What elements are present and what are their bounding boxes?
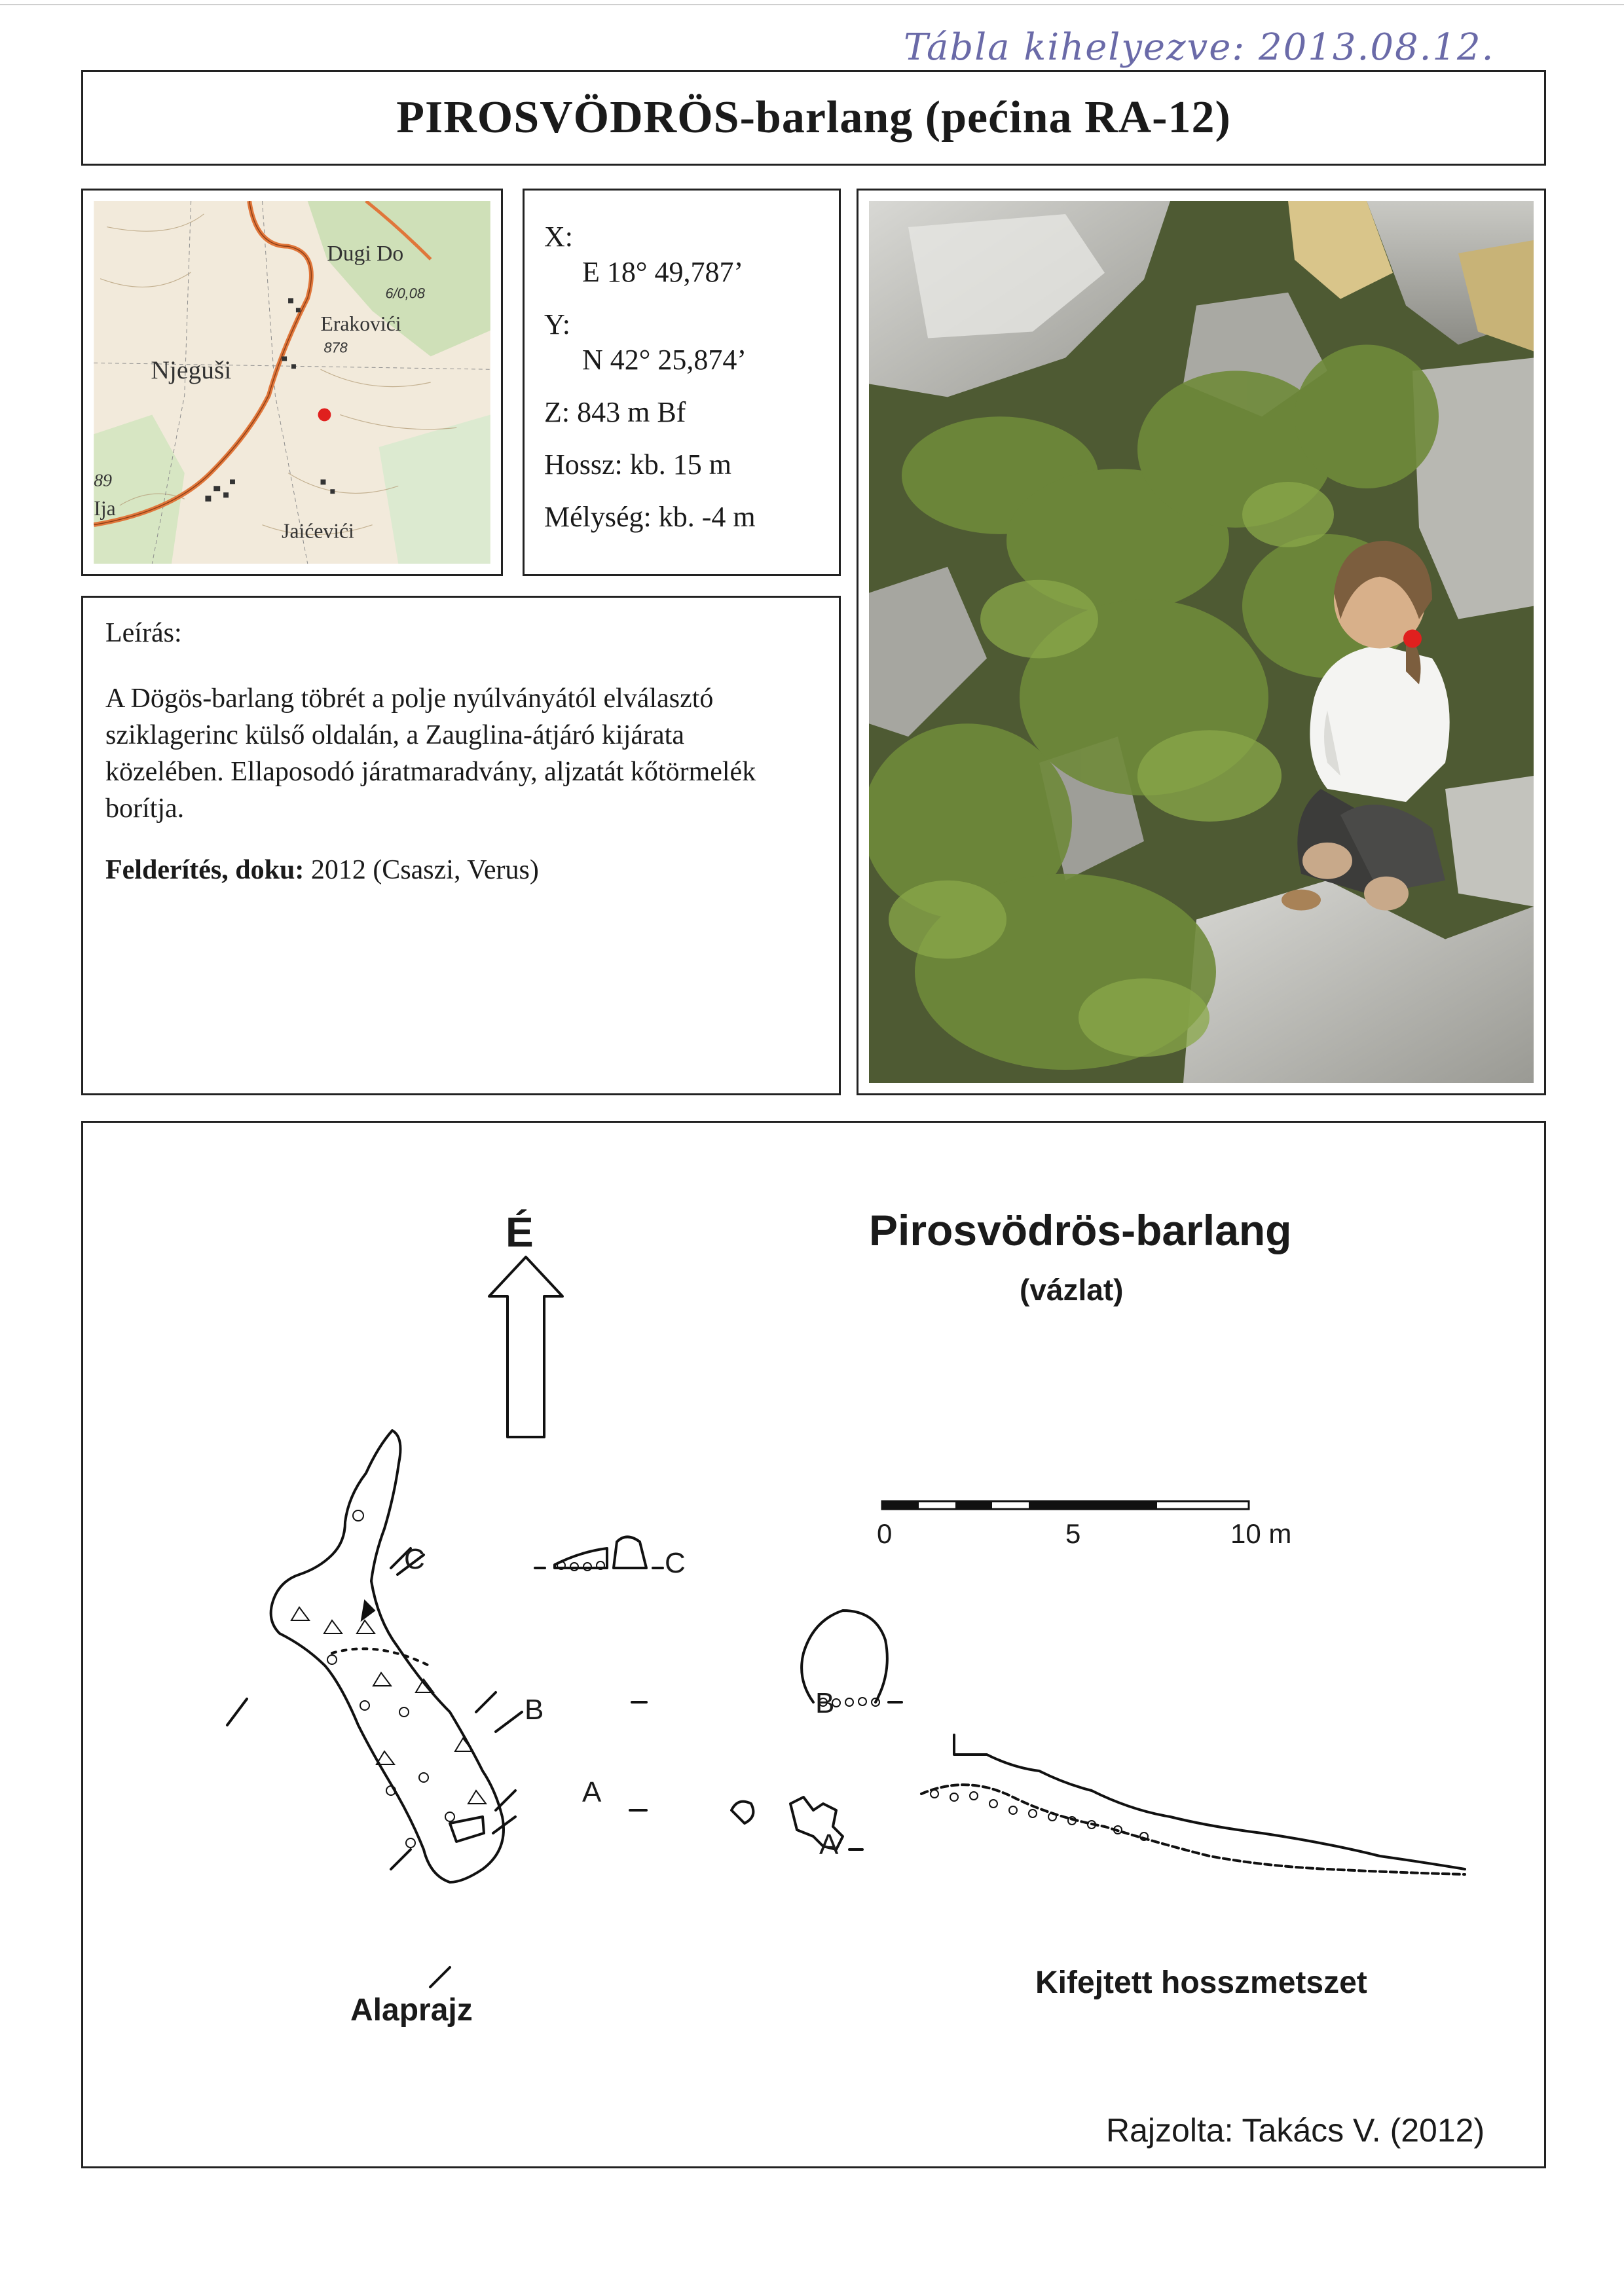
map-label-partial-2: Ija — [94, 496, 116, 520]
section-label-a: A — [819, 1829, 839, 1861]
north-label: É — [506, 1209, 534, 1256]
cave-photo — [857, 189, 1546, 1095]
scan-top-edge — [0, 4, 1624, 5]
description-box — [81, 596, 841, 1095]
photo-image — [869, 201, 1534, 1083]
section-a-outline-1 — [731, 1802, 753, 1823]
x-label: X: — [544, 221, 573, 253]
scale-label-0: 0 — [877, 1518, 893, 1549]
map-label-erakovici: Erakovići — [320, 312, 401, 335]
depth-value: Mélység: kb. -4 m — [544, 501, 756, 533]
scale-bar — [882, 1501, 1249, 1509]
plan-section-tick-3 — [430, 1967, 450, 1987]
map-label-elevation-2: 878 — [323, 339, 348, 356]
section-c-outline-2 — [614, 1537, 646, 1569]
discovery-label: Felderítés, doku: — [105, 855, 304, 885]
y-label: Y: — [544, 308, 570, 340]
plan-label: Alaprajz — [350, 1993, 473, 2028]
long-section-floor — [921, 1785, 1465, 1874]
section-label-b: B — [815, 1687, 835, 1719]
plan-section-tick-2 — [391, 1850, 411, 1869]
plan-section-label-a: A — [582, 1776, 602, 1808]
description-label: Leírás: — [105, 618, 182, 648]
scale-label-10: 10 m — [1230, 1518, 1292, 1549]
length-value: Hossz: kb. 15 m — [544, 448, 731, 481]
sketch-subtitle: (vázlat) — [1020, 1273, 1124, 1307]
title-box — [81, 70, 1546, 166]
map-image — [94, 201, 490, 564]
map-label-jaicevici: Jaićevići — [282, 519, 354, 543]
map-label-njegusi: Njeguši — [151, 355, 232, 385]
plan-section-tick-b — [476, 1692, 496, 1712]
coordinates-box — [523, 189, 841, 576]
cave-plan-outline — [271, 1430, 504, 1882]
page-title: PIROSVÖDRÖS-barlang (pećina RA-12) — [396, 92, 1231, 143]
y-value: N 42° 25,874’ — [582, 344, 747, 376]
sketch-drawing — [83, 1123, 1548, 2170]
map-label-partial-1: 89 — [94, 469, 112, 490]
discovery-line — [105, 852, 817, 888]
location-map — [81, 189, 503, 576]
section-c-outline-1 — [555, 1548, 607, 1568]
z-value: Z: 843 m Bf — [544, 396, 686, 428]
long-section-label: Kifejtett hosszmetszet — [1035, 1965, 1367, 2000]
plan-section-tick-1 — [227, 1699, 247, 1725]
plan-section-line-b — [496, 1712, 522, 1732]
drawing-credit: Rajzolta: Takács V. (2012) — [1106, 2112, 1485, 2149]
long-section-roof — [954, 1735, 1465, 1869]
cave-location-marker — [318, 409, 331, 422]
discovery-value: 2012 (Csaszi, Verus) — [310, 855, 539, 885]
x-value: E 18° 49,787’ — [582, 256, 744, 288]
north-arrow-icon — [489, 1257, 563, 1437]
cave-plan-rock — [450, 1817, 484, 1842]
plan-section-label-b: B — [525, 1694, 544, 1726]
map-label-elevation-1: 6/0,08 — [385, 285, 425, 302]
handwritten-note: Tábla kihelyezve: 2013.08.12. — [904, 26, 1495, 69]
plan-section-label-c: C — [404, 1543, 425, 1575]
section-label-c: C — [665, 1547, 686, 1579]
section-b-outline — [802, 1611, 887, 1702]
sketch-title: Pirosvödrös-barlang — [869, 1206, 1292, 1254]
description-text: A Dögös-barlang töbrét a polje nyúlványától elválasztó sziklagerinc külső oldalán, a Zauglina-átjáró kijárata közelében. Ellaposodó járatmaradvány, aljzatát kőtörmelék borítja. — [105, 683, 756, 824]
map-label-dugi-do: Dugi Do — [327, 242, 404, 266]
cave-plan-dotted-line — [332, 1649, 430, 1666]
cave-sketch — [81, 1121, 1546, 2168]
scale-label-5: 5 — [1065, 1518, 1081, 1549]
